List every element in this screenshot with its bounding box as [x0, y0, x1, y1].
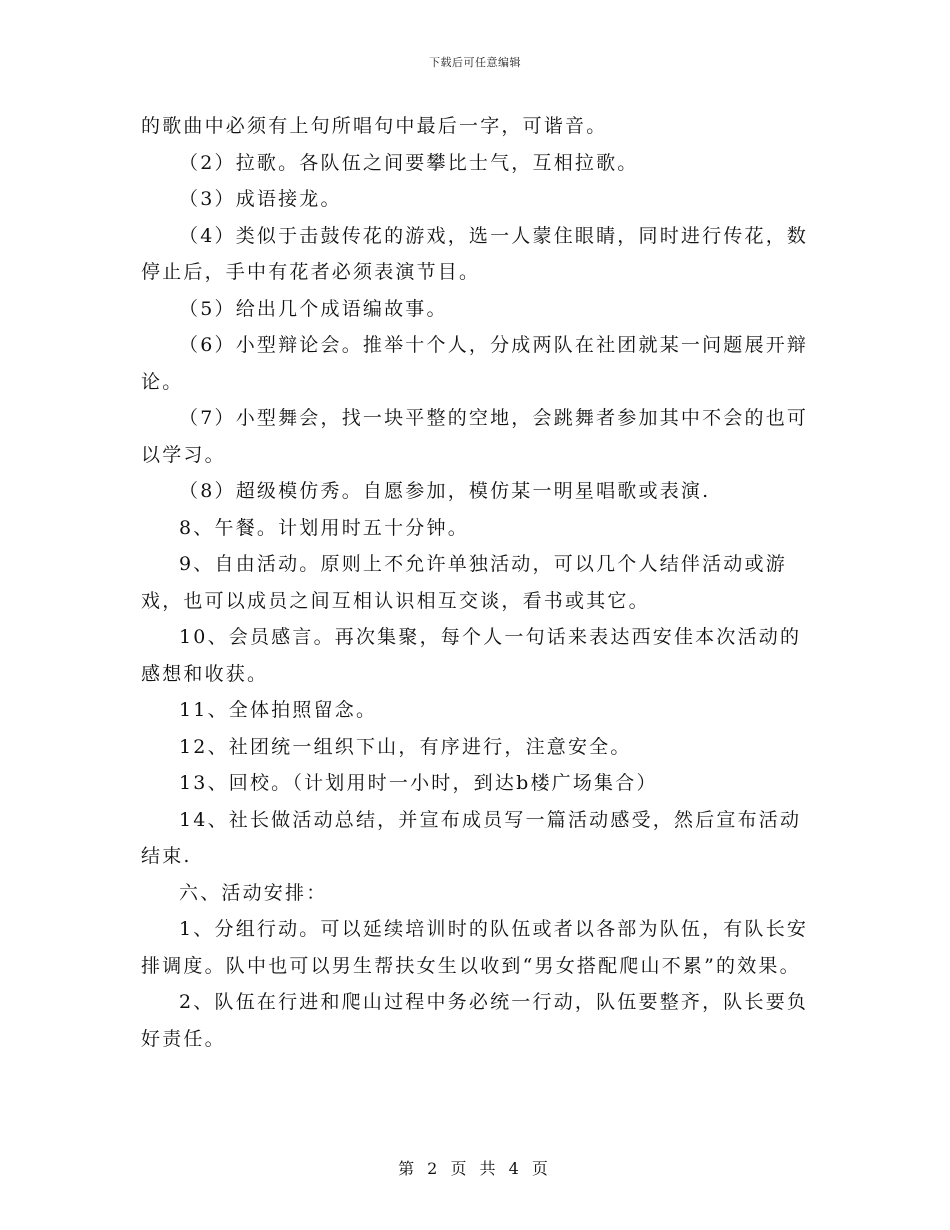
paragraph: （2）拉歌。各队伍之间要攀比士气，互相拉歌。 — [179, 151, 639, 174]
paragraph: 14、社长做活动总结，并宣布成员写一篇活动感受，然后宣布活动结束. — [141, 808, 802, 867]
paragraph: 12、社团统一组织下山，有序进行，注意安全。 — [179, 735, 632, 758]
page-number: 第 2 页 共 4 页 — [398, 1159, 552, 1178]
paragraph: 10、会员感言。再次集聚，每个人一句话来表达西安佳本次活动的感想和收获。 — [141, 626, 802, 685]
paragraph: 1、分组行动。可以延续培训时的队伍或者以各部为队伍，有队长安排调度。队中也可以男生帮扶女生以收到“男女搭配爬山不累”的效果。 — [141, 918, 809, 977]
paragraph: 的歌曲中必须有上句所唱句中最后一字，可谐音。 — [141, 115, 608, 137]
page-header: 下载后可任意编辑 — [429, 56, 521, 69]
paragraph: （4）类似于击鼓传花的游戏，选一人蒙住眼睛，同时进行传花，数停止后，手中有花者必须表演节目。 — [141, 224, 809, 283]
paragraph: 13、回校。（计划用时一小时，到达b楼广场集合） — [179, 772, 658, 794]
paragraph: （3）成语接龙。 — [179, 188, 342, 210]
document-body — [141, 108, 809, 1057]
paragraph: （7）小型舞会，找一块平整的空地，会跳舞者参加其中不会的也可以学习。 — [141, 407, 809, 466]
paragraph: 2、队伍在行进和爬山过程中务必统一行动，队伍要整齐，队长要负好责任。 — [141, 991, 809, 1050]
paragraph: （5）给出几个成语编故事。 — [179, 297, 448, 320]
section-heading: 六、活动安排： — [179, 881, 328, 904]
paragraph: 8、午餐。计划用时五十分钟。 — [179, 516, 469, 539]
paragraph: 9、自由活动。原则上不允许单独活动，可以几个人结伴活动或游戏，也可以成员之间互相认识相互交谈，看书或其它。 — [141, 553, 787, 612]
paragraph: （6）小型辩论会。推举十个人，分成两队在社团就某一问题展开辩论。 — [141, 334, 809, 393]
paragraph: （8）超级模仿秀。自愿参加，模仿某一明星唱歌或表演. — [179, 480, 711, 502]
paragraph: 11、全体拍照留念。 — [179, 699, 378, 721]
